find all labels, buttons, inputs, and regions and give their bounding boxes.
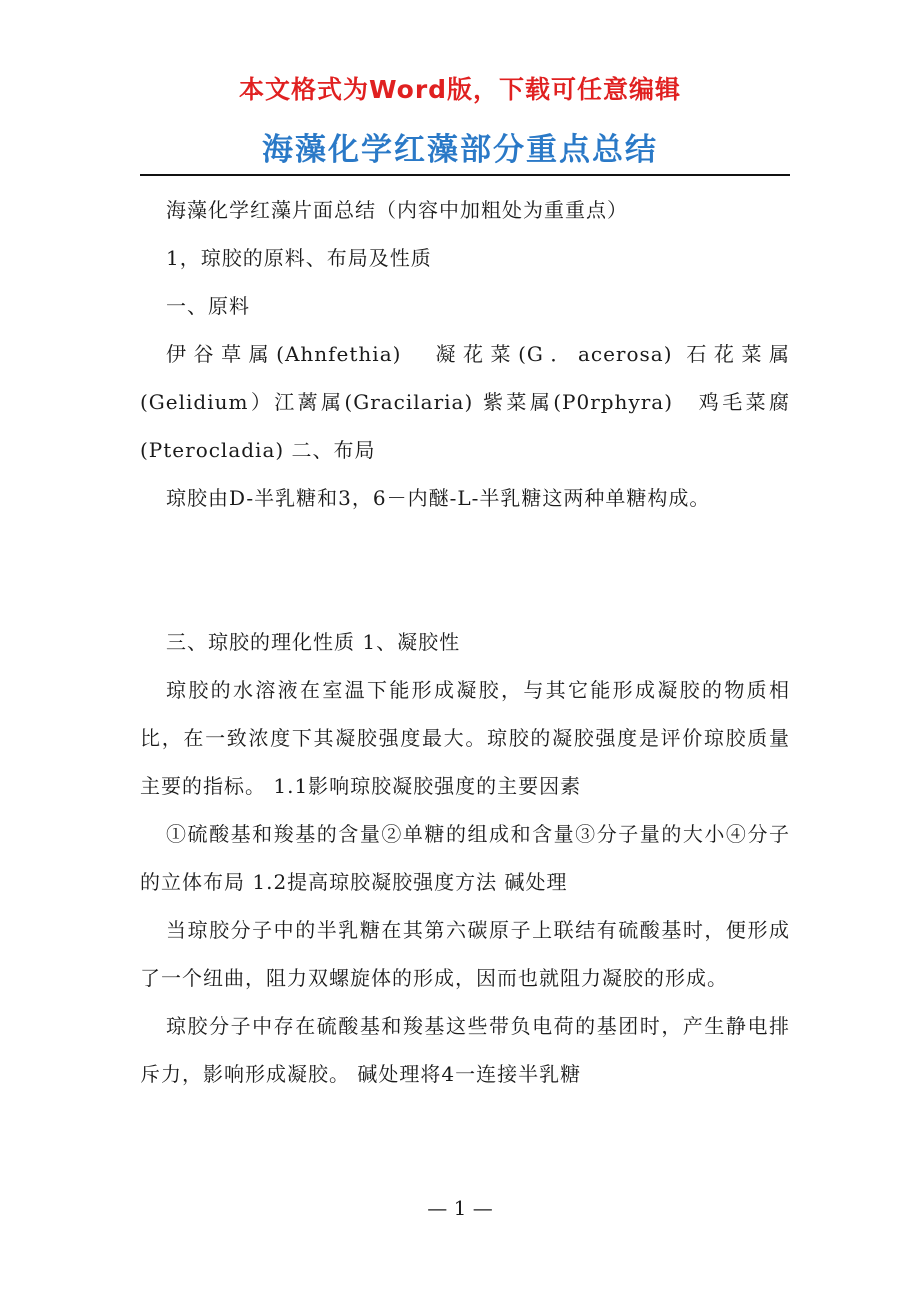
document-title: 海藻化学红藻部分重点总结 [262,132,658,168]
page-number: — 1 — [427,1196,493,1220]
paragraph-intro: 海藻化学红藻片面总结（内容中加粗处为重重点） [166,198,628,222]
title-divider [140,174,790,176]
paragraph-sulfate: 当琼胶分子中的半乳糖在其第六碳原子上联结有硫酸基时，便形成了一个纽曲，阻力双螺旋体的形成，因而也就阻力凝胶的形成。 [140,918,790,990]
download-banner: 本文格式为Word版，下载可任意编辑 [238,75,682,104]
blank-space [140,522,790,618]
paragraph-charge: 琼胶分子中存在硫酸基和羧基这些带负电荷的基团时，产生静电排斥力，影响形成凝胶。 碱处理将4一连接半乳糖 [140,1014,790,1086]
heading-properties: 三、琼胶的理化性质 1、凝胶性 [166,630,461,654]
paragraph-factors: ①硫酸基和羧基的含量②单糖的组成和含量③分子量的大小④分子的立体布局 1.2提高琼胶凝胶强度方法 碱处理 [140,822,790,894]
paragraph-structure: 琼胶由D-半乳糖和3，6－内醚-L-半乳糖这两种单糖构成。 [166,486,711,510]
paragraph-genera: 伊谷草属(Ahnfethia) 凝花菜(G．acerosa) 石花菜属(Gelidium）江蓠属(Gracilaria) 紫菜属(P0rphyra) 鸡毛菜腐(Pterocladia) 二、布局 [140,342,790,462]
heading-section-1: 1，琼胶的原料、布局及性质 [166,246,432,270]
document-body [140,186,790,1098]
paragraph-gelation: 琼胶的水溶液在室温下能形成凝胶，与其它能形成凝胶的物质相比，在一致浓度下其凝胶强度最大。琼胶的凝胶强度是评价琼胶质量主要的指标。 1.1影响琼胶凝胶强度的主要因素 [140,678,790,798]
heading-raw-materials: 一、原料 [166,294,250,318]
